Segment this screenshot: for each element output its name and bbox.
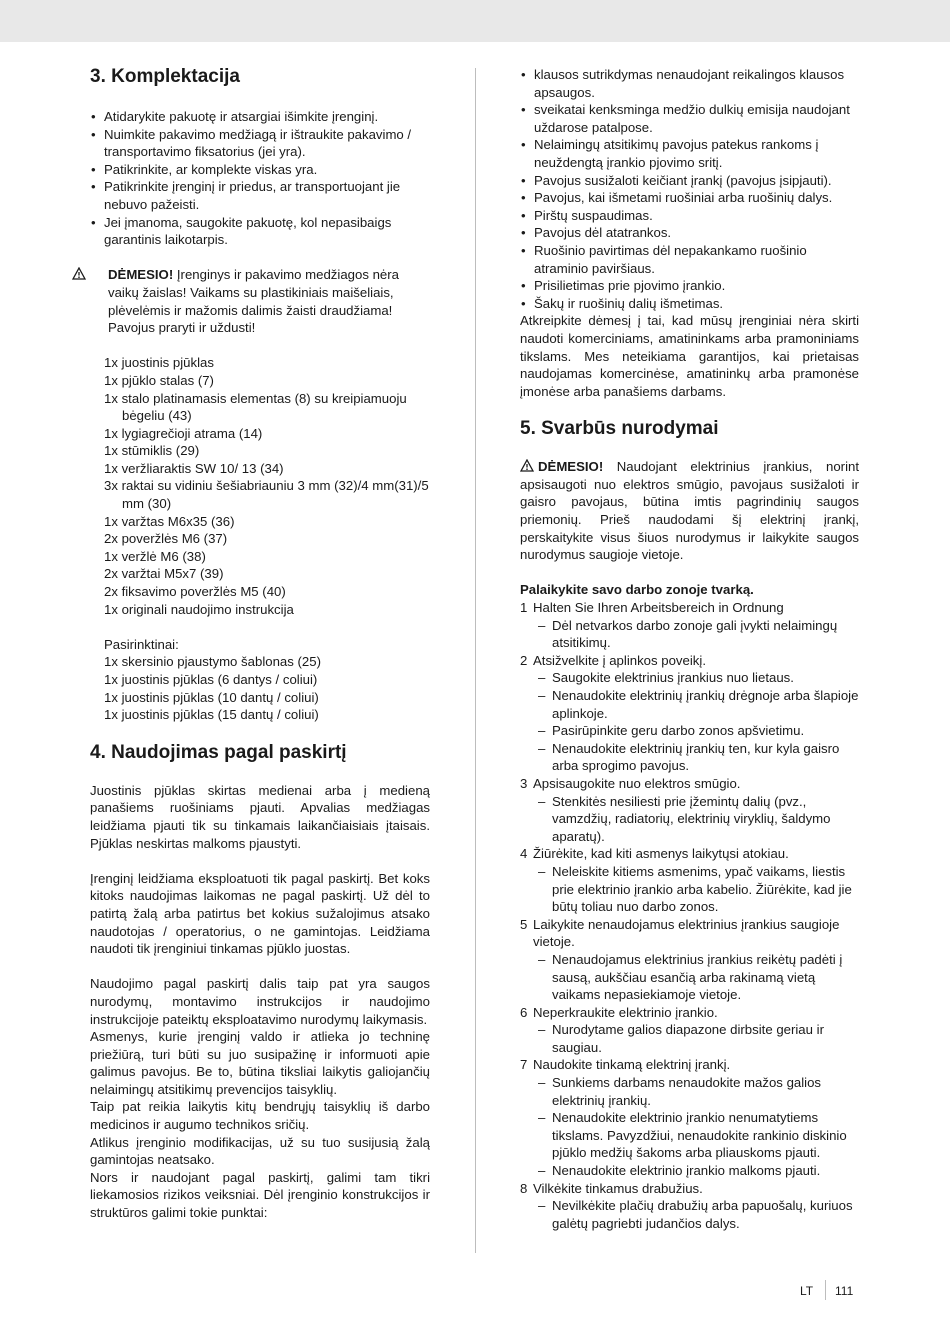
kit-list <box>90 354 430 618</box>
optional-list <box>90 636 430 724</box>
list-item: 1x stalo platinamasis elementas (8) su kreipiamuoju bėgeliu (43) <box>104 390 407 424</box>
sub-item: – Nenaudojamus elektrinius įrankius reikėtų padėti į sausą, aukščiau esančią arba rakinamą vietą vaikams nepasiekiamoje vietoje. <box>520 951 859 1004</box>
sub-item: – Nenaudokite elektrinių įrankių ten, kur kyla gaisro arba sprogimo pavojus. <box>520 740 859 775</box>
item-number: 6 <box>520 1004 528 1020</box>
item-number: 5 <box>520 916 528 932</box>
paragraph: Įrenginį leidžiama eksploatuoti tik pagal paskirtį. Bet koks kitoks naudojimas laikomas ne pagal paskirtį. Už dėl to patirtą žalą arba patirtus bet kokius sužalojimus atsako naudotojas / operatorius, o ne gamintojas. Leidžiama naudoti tik įrenginiui tinkamas pjūklo juostas. <box>90 870 430 957</box>
warning-block-2 <box>520 458 859 564</box>
numbered-item <box>520 1056 859 1074</box>
section-4-title: 4. Naudojimas pagal paskirtį <box>90 741 347 763</box>
item-text: Apsisaugokite nuo elektros smūgio. <box>533 775 741 791</box>
warning-triangle-icon <box>520 459 534 472</box>
warning-label: DĖMESIO! <box>108 267 174 283</box>
list-item: • Šakų ir ruošinių dalių išmetimas. <box>520 295 859 313</box>
numbered-item <box>520 1180 859 1198</box>
section-5-title: 5. Svarbūs nurodymai <box>520 418 719 440</box>
sub-item: – Nevilkėkite plačių drabužių arba papuošalų, kuriuos galėtų pagriebti judančios dalys. <box>520 1197 859 1232</box>
list-item: • Pavojus, kai išmetami ruošiniai arba ruošinių dalys. <box>520 189 859 207</box>
item-number: 3 <box>520 775 528 791</box>
item-text: Halten Sie Ihren Arbeitsbereich in Ordnung <box>533 600 784 616</box>
optional-label: Pasirinktinai: <box>104 636 179 652</box>
item-text: Laikykite nenaudojamus elektrinius įrankius saugioje vietoje. <box>533 916 840 950</box>
list-item: • Jei įmanoma, saugokite pakuotę, kol nepasibaigs garantinis laikotarpis. <box>90 214 430 249</box>
list-item: 2x varžtai M5x7 (39) <box>104 566 224 582</box>
numbered-item <box>520 775 859 793</box>
list-item: • Ruošinio pavirtimas dėl nepakankamo ruošinio atraminio paviršiaus. <box>520 242 859 277</box>
sub-item: – Neleiskite kitiems asmenims, ypač vaikams, liestis prie elektrinio įrankio arba kabelio. Žiūrėkite, kad jie būtų toliau nuo darbo zonos. <box>520 863 859 916</box>
list-item: 1x juostinis pjūklas (15 dantų / coliui) <box>104 707 319 723</box>
paragraph: Atkreipkite dėmesį į tai, kad mūsų įrenginiai nėra skirti naudoti komerciniams, amatininkams arba pramoniniams tikslams. Mes neteikiama garantijos, kai prietaisas naudojamas komercinėse, amatininkų arba pramonėse įmonėse arba panašiems darbams. <box>520 313 859 399</box>
warning-text: Naudojant elektrinius įrankius, norint apsisaugoti nuo elektros smūgio, pavojaus susižaloti ir gaisro pavojaus, būtina imtis pagrindinių saugos priemonių. Prieš naudodami šį elektrinį įrankį, perskaitykite visus šiuos nurodymus ir laikykite saugos nurodymus saugioje vietoje. <box>520 459 859 563</box>
language-code: LT <box>800 1284 814 1298</box>
section-3-title: 3. Komplektacija <box>90 66 240 87</box>
list-item: 1x juostinis pjūklas <box>104 355 214 371</box>
list-item: • Pirštų suspaudimas. <box>520 207 859 225</box>
list-item: 1x veržliaraktis SW 10/ 13 (34) <box>104 460 284 476</box>
sub-item: – Nenaudokite elektrinių įrankių drėgnoje arba šlapioje aplinkoje. <box>520 687 859 722</box>
item-number: 8 <box>520 1180 528 1196</box>
item-text: Naudokite tinkamą elektrinį įrankį. <box>533 1057 731 1073</box>
paragraph: Taip pat reikia laikytis kitų bendrųjų taisyklių iš darbo medicinos ir augumo technikos sričių. <box>90 1099 430 1133</box>
numbered-item <box>520 845 859 863</box>
page-number: 111 <box>835 1284 854 1298</box>
item-text: Vilkėkite tinkamus drabužius. <box>533 1180 703 1196</box>
list-item: 2x poveržlės M6 (37) <box>104 531 228 547</box>
item-number: 7 <box>520 1057 528 1073</box>
numbered-item <box>520 599 859 617</box>
warning-label: DĖMESIO! <box>538 459 604 475</box>
paragraph: Juostinis pjūklas skirtas medienai arba į medieną panašiems ruošiniams pjauti. Apvalias medžiagas leidžiama pjauti tik su tinkamais laikančiaisiais įtaisais. Pjūklas neskirtas malkoms pjaustyti. <box>90 782 430 851</box>
top-bar <box>0 0 950 42</box>
sub-item: – Pasirūpinkite geru darbo zonos apšvietimu. <box>520 722 859 740</box>
residual-risk-list <box>520 66 859 312</box>
list-item: 1x juostinis pjūklas (10 dantų / coliui) <box>104 689 319 705</box>
list-item: • Pavojus dėl atatrankos. <box>520 224 859 242</box>
list-item: 1x skersinio pjaustymo šablonas (25) <box>104 654 321 670</box>
item-text: Atsižvelkite į aplinkos poveikį. <box>533 652 706 668</box>
paragraph: Asmenys, kurie įrenginį valdo ir atlieka jo techninę priežiūrą, turi būti su juo susipažinę ir informuoti apie galimus pavojus. Be to, būtina tiksliai laikytis galiojančių nelaimingų atsitikimų prevencijos taisyklių. <box>90 1029 430 1097</box>
sub-item: – Nenaudokite elektrinio įrankio nenumatytiems tikslams. Pavyzdžiui, nenaudokite rankinio diskinio pjūklo medžių šakoms arba pliauskoms pjauti. <box>520 1109 859 1162</box>
list-item: 1x veržlė M6 (38) <box>104 548 206 564</box>
list-item: 1x juostinis pjūklas (6 dantys / coliui) <box>104 672 318 687</box>
paragraph: Naudojimo pagal paskirtį dalis taip pat yra saugos nurodymų, montavimo instrukcijos ir naudojimo instrukcijoje pateiktų eksploatavimo nurodymų laikymasis. <box>90 976 430 1027</box>
left-column <box>90 66 430 1222</box>
warning-triangle-icon <box>90 267 104 280</box>
column-divider <box>475 68 476 1253</box>
list-item: • Patikrinkite įrenginį ir priedus, ar transportuojant jie nebuvo pažeisti. <box>90 178 430 213</box>
sub-item: – Stenkitės nesiliesti prie įžemintų dalių (pvz., vamzdžių, radiatorių, elektrinių viryklių, šaldymo aparatų). <box>520 793 859 846</box>
list-item: • Pavojus susižaloti keičiant įrankį (pavojus įsipjauti). <box>520 172 859 190</box>
numbered-item <box>520 916 859 951</box>
list-item: 1x originali naudojimo instrukcija <box>104 601 294 617</box>
list-item: • Prisilietimas prie pjovimo įrankio. <box>520 277 859 295</box>
list-item: 1x lygiagrečioji atrama (14) <box>104 425 263 441</box>
subheading: Palaikykite savo darbo zonoje tvarką. <box>520 582 754 598</box>
footer-separator <box>825 1280 826 1300</box>
list-item: 1x pjūklo stalas (7) <box>104 372 214 388</box>
item-number: 1 <box>520 600 528 616</box>
list-item: • sveikatai kenksminga medžio dulkių emisija naudojant uždarose patalpose. <box>520 101 859 136</box>
list-item: 2x fiksavimo poveržlės M5 (40) <box>104 584 286 600</box>
item-text: Neperkraukite elektrinio įrankio. <box>533 1004 718 1020</box>
sub-item: – Nurodytame galios diapazone dirbsite geriau ir saugiau. <box>520 1021 859 1056</box>
sub-item: – Saugokite elektrinius įrankius nuo lietaus. <box>520 669 859 687</box>
list-item: • Nelaimingų atsitikimų pavojus patekus rankoms į neuždengtą įrankio pjovimo sritį. <box>520 136 859 171</box>
paragraph: Atlikus įrenginio modifikacijas, už su tuo susijusią žalą gamintojas neatsako. <box>90 1134 430 1168</box>
item-number: 2 <box>520 652 528 668</box>
list-item: • Atidarykite pakuotę ir atsargiai išimkite įrenginį. <box>90 108 430 126</box>
item-number: 4 <box>520 846 528 862</box>
list-item: • Patikrinkite, ar komplekte viskas yra. <box>90 161 430 179</box>
list-item: 3x raktai su vidiniu šešiabriauniu 3 mm (32)/4 mm(31)/5 mm (30) <box>104 478 429 512</box>
numbered-item <box>520 652 859 670</box>
sub-item: – Nenaudokite elektrinio įrankio malkoms pjauti. <box>520 1162 859 1180</box>
unpacking-list <box>90 108 430 249</box>
sub-item: – Dėl netvarkos darbo zonoje gali įvykti nelaimingų atsitikimų. <box>520 617 859 652</box>
warning-text: Įrenginys ir pakavimo medžiagos nėra vaikų žaislas! Vaikams su plastikiniais maišeliais, plėvelėmis ir mažomis dalimis žaisti draudžiama! Pavojus praryti ir uždusti! <box>108 267 399 336</box>
list-item: 1x varžtas M6x35 (36) <box>104 513 235 529</box>
sub-item: – Sunkiems darbams nenaudokite mažos galios elektrinių įrankių. <box>520 1074 859 1109</box>
warning-block-1 <box>90 266 430 336</box>
list-item: • klausos sutrikdymas nenaudojant reikalingos klausos apsaugos. <box>520 66 859 101</box>
paragraph: Nors ir naudojant pagal paskirtį, galimi tam tikri liekamosios rizikos veiksniai. Dėl įrenginio konstrukcijos ir struktūros galimi tokie punktai: <box>90 1169 430 1221</box>
list-item: 1x stūmiklis (29) <box>104 443 200 459</box>
right-column <box>520 66 859 1232</box>
item-text: Žiūrėkite, kad kiti asmenys laikytųsi atokiau. <box>533 846 789 862</box>
numbered-item <box>520 1004 859 1022</box>
list-item: • Nuimkite pakavimo medžiagą ir ištraukite pakavimo / transportavimo fiksatorius (jei yra). <box>90 126 430 161</box>
